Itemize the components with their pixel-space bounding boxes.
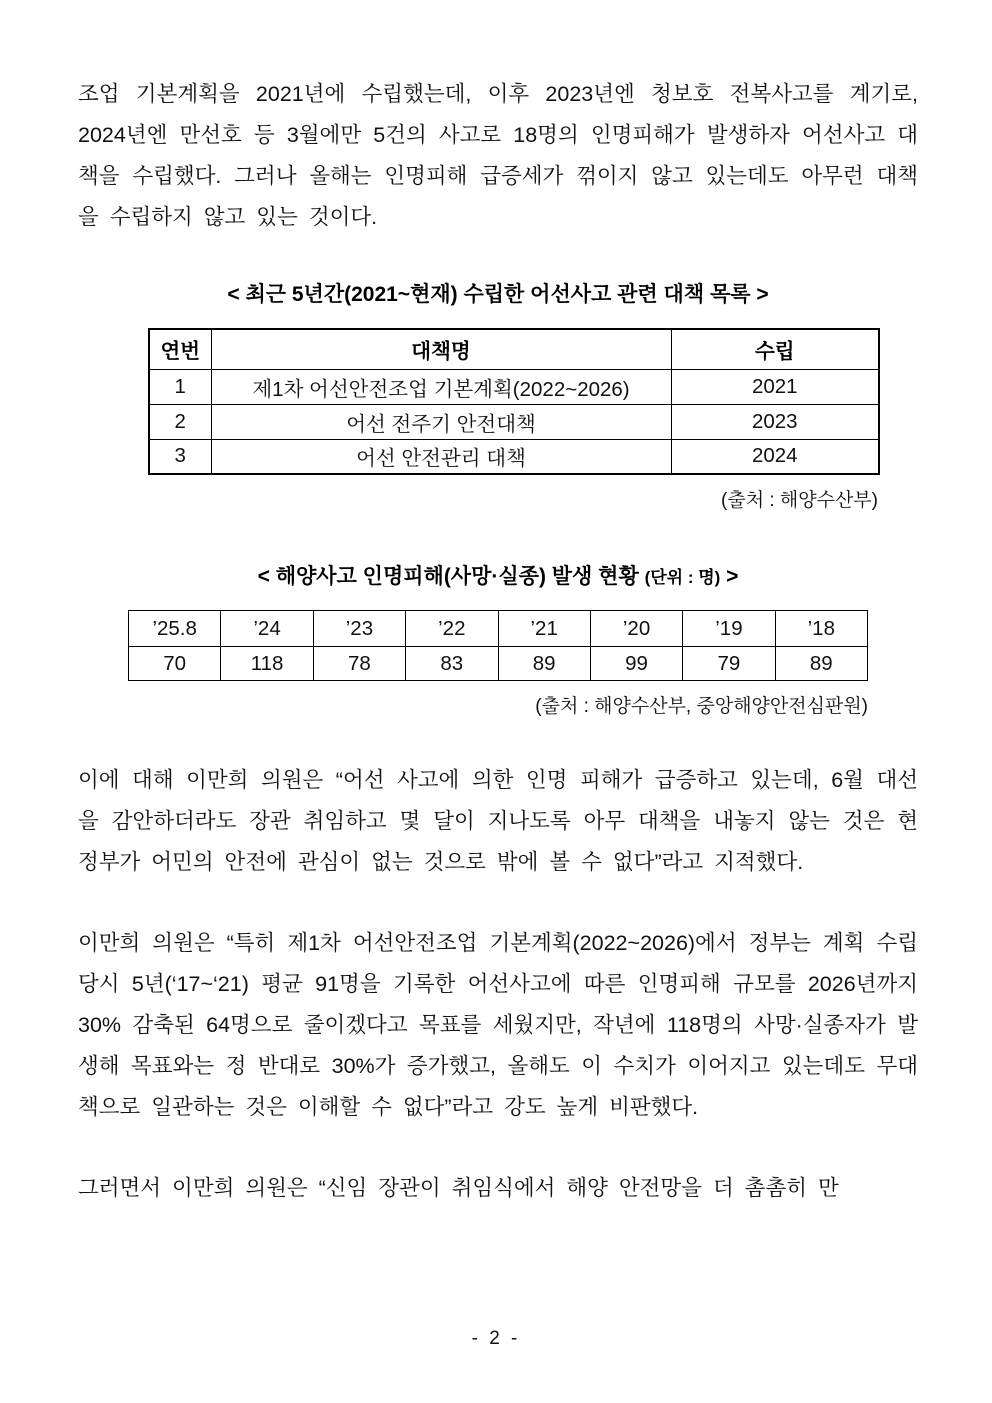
blank-line xyxy=(78,238,918,278)
row3-year: 2024 xyxy=(671,439,879,474)
value-cell: 89 xyxy=(498,647,590,681)
value-cell: 78 xyxy=(313,647,405,681)
col-header-year: 수립 xyxy=(671,329,879,369)
countermeasure-table xyxy=(148,328,880,475)
blank-line xyxy=(78,883,918,923)
row2-year: 2023 xyxy=(671,404,879,439)
value-cell: 118 xyxy=(221,647,313,681)
table1-title: < 최근 5년간(2021~현재) 수립한 어선사고 관련 대책 목록 > xyxy=(227,283,769,306)
casualty-table xyxy=(128,610,868,681)
table1-source: (출처 : 해양수산부) xyxy=(721,490,878,511)
blank-line xyxy=(78,718,918,760)
value-cell: 89 xyxy=(775,647,867,681)
table-row xyxy=(149,404,879,439)
value-cell: 79 xyxy=(683,647,775,681)
value-cell: 70 xyxy=(129,647,221,681)
value-row xyxy=(129,647,868,681)
value-cell: 99 xyxy=(590,647,682,681)
table2-title-unit: (단위 : 명) xyxy=(644,568,721,587)
year-cell: ’23 xyxy=(313,611,405,647)
table-header-row xyxy=(149,329,879,369)
col-header-name: 대책명 xyxy=(211,329,671,369)
year-cell: ’19 xyxy=(683,611,775,647)
page-number: - 2 - xyxy=(471,1328,521,1349)
blank-line xyxy=(78,1128,918,1168)
table2-title-text: < 해양사고 인명피해(사망·실종) 발생 현황 xyxy=(257,565,639,588)
year-cell: ’25.8 xyxy=(129,611,221,647)
row2-number: 2 xyxy=(149,404,211,439)
year-cell: ’22 xyxy=(406,611,498,647)
table2-title-close: > xyxy=(726,565,739,588)
year-header-row xyxy=(129,611,868,647)
table-row xyxy=(149,439,879,474)
row1-number: 1 xyxy=(149,369,211,404)
table-row xyxy=(149,369,879,404)
table2-source: (출처 : 해양수산부, 중앙해양안전심판원) xyxy=(535,696,868,717)
row3-number: 3 xyxy=(149,439,211,474)
row2-name: 어선 전주기 안전대책 xyxy=(211,404,671,439)
row1-year: 2021 xyxy=(671,369,879,404)
blank-line xyxy=(78,512,918,560)
year-cell: ’24 xyxy=(221,611,313,647)
table2-title xyxy=(78,560,918,590)
value-cell: 83 xyxy=(406,647,498,681)
year-cell: ’21 xyxy=(498,611,590,647)
col-header-number: 연번 xyxy=(149,329,211,369)
year-cell: ’20 xyxy=(590,611,682,647)
paragraph-intro: 조업 기본계획을 2021년에 수립했는데, 이후 2023년엔 청보호 전복사고를 계기로, 2024년엔 만선호 등 3월에만 5건의 사고로 18명의 인명피해가 발생하자 어선사고 대책을 수립했다. 그러나 올해는 인명피해 급증세가 꺾이지 않고 있는데도 아무런 대책을 수립하지 않고 있는 것이다. xyxy=(78,82,918,229)
year-cell: ’18 xyxy=(775,611,867,647)
paragraph-quote-3: 그러면서 이만희 의원은 “신임 장관이 취임식에서 해양 안전망을 더 촘촘히 만 xyxy=(78,1176,839,1200)
paragraph-quote-2: 이만희 의원은 “특히 제1차 어선안전조업 기본계획(2022~2026)에서 정부는 계획 수립 당시 5년(‘17~‘21) 평균 91명을 기록한 어선사고에 따른 인명피해 규모를 2026년까지 30% 감축된 64명으로 줄이겠다고 목표를 세웠지만, 작년에 118명의 사망·실종자가 발생해 목표와는 정 반대로 30%가 증가했고, 올해도 이 수치가 이어지고 있는데도 무대책으로 일관하는 것은 이해할 수 없다”라고 강도 높게 비판했다. xyxy=(78,931,918,1119)
row1-name: 제1차 어선안전조업 기본계획(2022~2026) xyxy=(211,369,671,404)
row3-name: 어선 안전관리 대책 xyxy=(211,439,671,474)
paragraph-quote-1: 이에 대해 이만희 의원은 “어선 사고에 의한 인명 피해가 급증하고 있는데, 6월 대선을 감안하더라도 장관 취임하고 몇 달이 지나도록 아무 대책을 내놓지 않는 것은 현 정부가 어민의 안전에 관심이 없는 것으로 밖에 볼 수 없다”라고 지적했다. xyxy=(78,768,918,874)
